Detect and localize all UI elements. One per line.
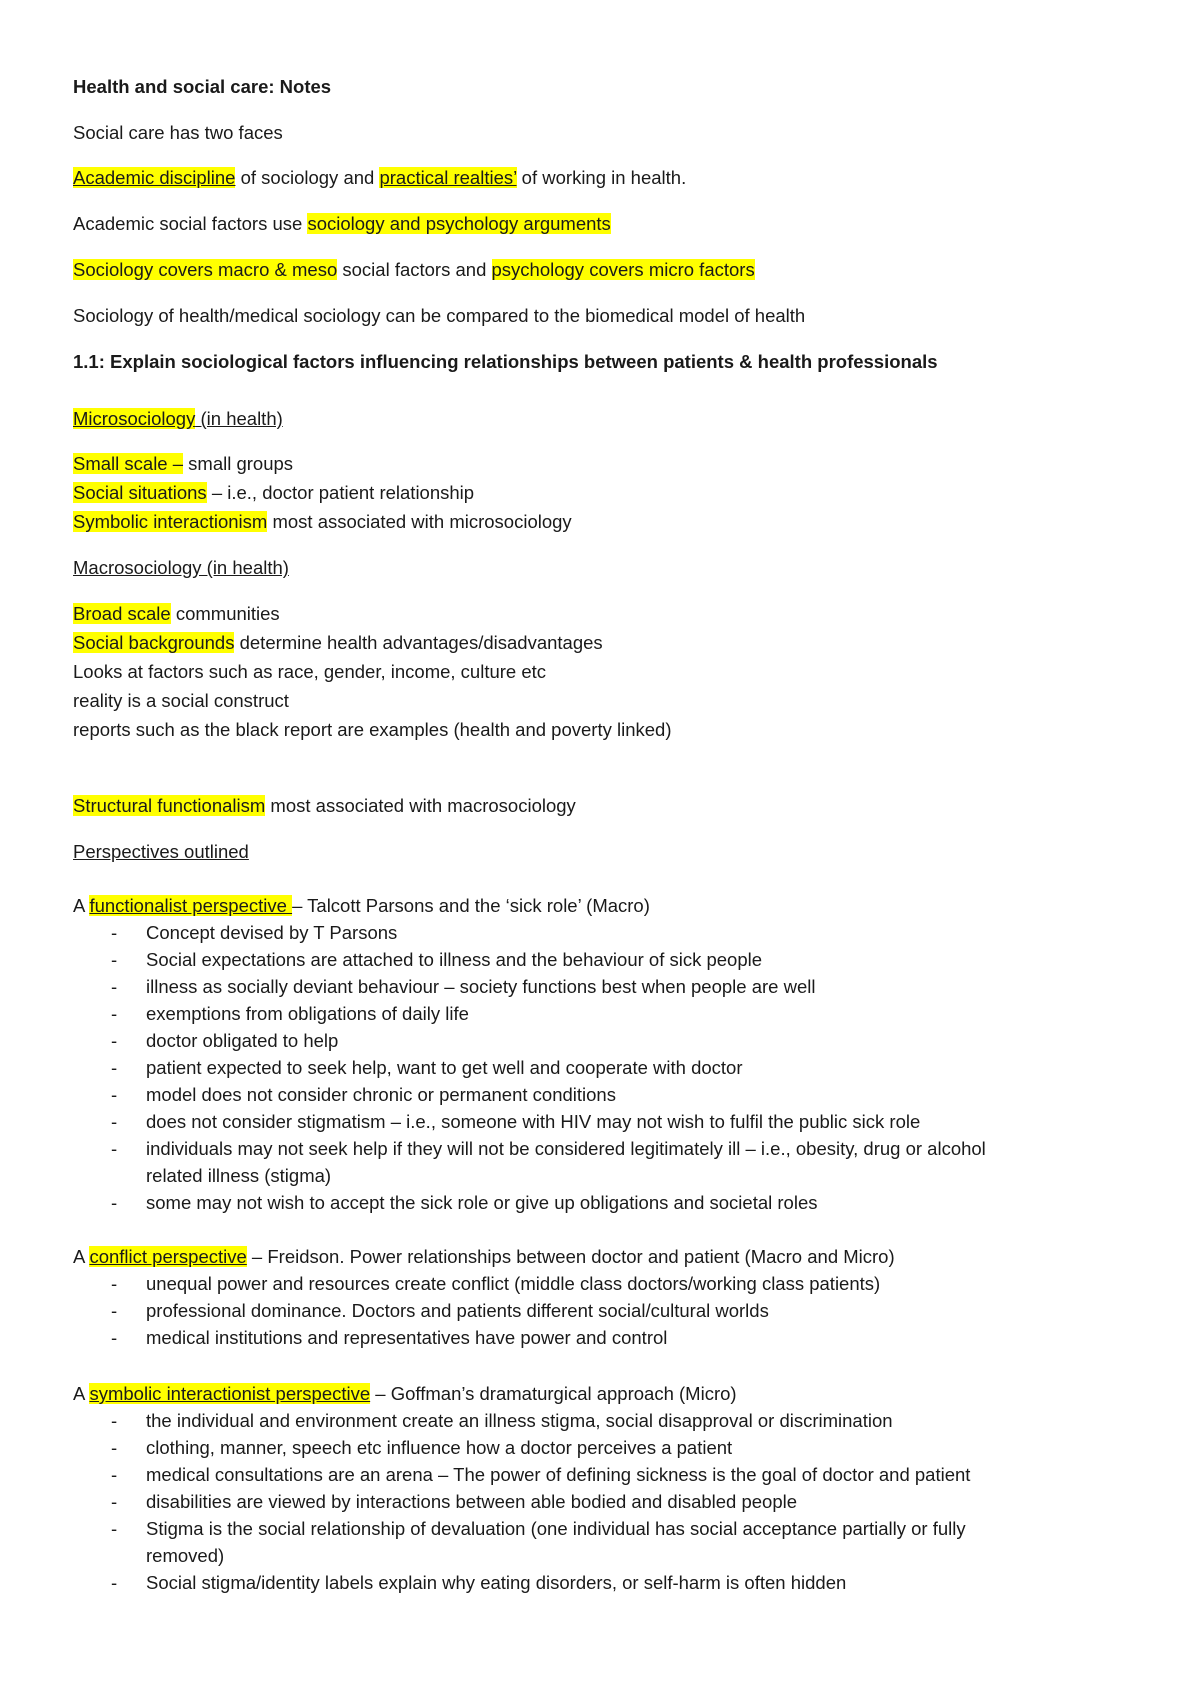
section-heading: 1.1: Explain sociological factors influencing relationships between patients & health professionals [73, 351, 938, 372]
text: small groups [183, 453, 294, 474]
macro-plain-line: reports such as the black report are examples (health and poverty linked) [73, 719, 672, 740]
macro-item [73, 602, 280, 626]
text: of sociology and [235, 167, 380, 188]
text: A [73, 895, 90, 916]
text: A [73, 1383, 90, 1404]
text: – Freidson. Power relationships between doctor and patient (Macro and Micro) [246, 1246, 895, 1267]
highlight-psychology-micro: psychology covers micro factors [491, 259, 755, 280]
conflict-item: unequal power and resources create conflict (middle class doctors/working class patients) [146, 1273, 881, 1294]
conflict-item: medical institutions and representatives have power and control [146, 1327, 668, 1348]
highlight-academic-discipline: Academic discipline [73, 167, 236, 188]
micro-item [73, 481, 474, 505]
highlight: Symbolic interactionism [73, 511, 268, 532]
functionalist-item: individuals may not seek help if they will not be considered legitimately ill – i.e., obesity, drug or alcohol [146, 1138, 986, 1159]
bullet-dash: - [111, 1518, 118, 1539]
highlight-microsociology: Microsociology [73, 408, 196, 429]
micro-heading [73, 407, 283, 431]
text: – Goffman’s dramaturgical approach (Micro) [370, 1383, 737, 1404]
functionalist-item: does not consider stigmatism – i.e., someone with HIV may not wish to fulfil the public sick role [146, 1111, 921, 1132]
bullet-dash: - [111, 1572, 118, 1593]
functionalist-item: patient expected to seek help, want to get well and cooperate with doctor [146, 1057, 743, 1078]
text: communities [170, 603, 280, 624]
macro-item [73, 631, 603, 655]
bullet-dash: - [111, 1003, 118, 1024]
text: determine health advantages/disadvantages [234, 632, 603, 653]
text: most associated with macrosociology [265, 795, 576, 816]
bullet-dash: - [111, 1030, 118, 1051]
text: – Talcott Parsons and the ‘sick role’ (Macro) [292, 895, 650, 916]
symbolic-item: disabilities are viewed by interactions between able bodied and disabled people [146, 1491, 798, 1512]
conflict-heading [73, 1245, 895, 1269]
bullet-dash: - [111, 1057, 118, 1078]
highlight-structural-functionalism: Structural functionalism [73, 795, 266, 816]
bullet-dash: - [111, 1300, 118, 1321]
highlight-sociology-macro: Sociology covers macro & meso [73, 259, 338, 280]
bullet-dash: - [111, 1192, 118, 1213]
highlight-conflict-perspective: conflict perspective [89, 1246, 247, 1267]
functionalist-item: some may not wish to accept the sick role or give up obligations and societal roles [146, 1192, 818, 1213]
highlight: Small scale – [73, 453, 184, 474]
functionalist-item-continued: related illness (stigma) [146, 1165, 332, 1186]
bullet-dash: - [111, 1111, 118, 1132]
micro-item [73, 510, 572, 534]
bullet-dash: - [111, 922, 118, 943]
functionalist-item: illness as socially deviant behaviour – society functions best when people are well [146, 976, 816, 997]
symbolic-item: clothing, manner, speech etc influence how a doctor perceives a patient [146, 1437, 733, 1458]
functionalist-heading [73, 894, 650, 918]
highlight: Social situations [73, 482, 207, 503]
bullet-dash: - [111, 1273, 118, 1294]
text: of working in health. [516, 167, 687, 188]
text: social factors and [337, 259, 492, 280]
bullet-dash: - [111, 1410, 118, 1431]
intro-line-3 [73, 212, 611, 236]
micro-item [73, 452, 293, 476]
bullet-dash: - [111, 1084, 118, 1105]
highlight-practical-realties: practical realties’ [379, 167, 517, 188]
symbolic-item: Stigma is the social relationship of devaluation (one individual has social acceptance partially or fully [146, 1518, 966, 1539]
functionalist-item: Social expectations are attached to illness and the behaviour of sick people [146, 949, 763, 970]
intro-line-1: Social care has two faces [73, 122, 283, 143]
bullet-dash: - [111, 1491, 118, 1512]
functionalist-item: exemptions from obligations of daily life [146, 1003, 469, 1024]
functionalist-item: model does not consider chronic or permanent conditions [146, 1084, 616, 1105]
macro-heading: Macrosociology (in health) [73, 557, 289, 578]
text: (in health) [195, 408, 283, 429]
bullet-dash: - [111, 1327, 118, 1348]
text: Academic social factors use [73, 213, 308, 234]
intro-line-5: Sociology of health/medical sociology can be compared to the biomedical model of health [73, 305, 806, 326]
intro-line-2 [73, 166, 686, 190]
functionalist-item: Concept devised by T Parsons [146, 922, 398, 943]
highlight-arguments: sociology and psychology arguments [307, 213, 611, 234]
perspectives-heading: Perspectives outlined [73, 841, 249, 862]
symbolic-item: the individual and environment create an illness stigma, social disapproval or discrimination [146, 1410, 893, 1431]
symbolic-heading [73, 1382, 737, 1406]
intro-line-4 [73, 258, 755, 282]
highlight-functionalist-perspective: functionalist perspective [89, 895, 293, 916]
macro-plain-line: Looks at factors such as race, gender, income, culture etc [73, 661, 547, 682]
highlight: Broad scale [73, 603, 171, 624]
bullet-dash: - [111, 1464, 118, 1485]
highlight: Social backgrounds [73, 632, 235, 653]
bullet-dash: - [111, 1437, 118, 1458]
symbolic-item: medical consultations are an arena – The power of defining sickness is the goal of doctor and patient [146, 1464, 971, 1485]
symbolic-item: Social stigma/identity labels explain why eating disorders, or self-harm is often hidden [146, 1572, 847, 1593]
bullet-dash: - [111, 1138, 118, 1159]
conflict-item: professional dominance. Doctors and patients different social/cultural worlds [146, 1300, 769, 1321]
text: – i.e., doctor patient relationship [206, 482, 475, 503]
highlight-symbolic-interactionist-perspective: symbolic interactionist perspective [89, 1383, 371, 1404]
macro-plain-line: reality is a social construct [73, 690, 289, 711]
structural-line [73, 794, 576, 818]
text: A [73, 1246, 90, 1267]
text: most associated with microsociology [267, 511, 572, 532]
symbolic-item-continued: removed) [146, 1545, 225, 1566]
document-title: Health and social care: Notes [73, 76, 332, 97]
bullet-dash: - [111, 976, 118, 997]
bullet-dash: - [111, 949, 118, 970]
functionalist-item: doctor obligated to help [146, 1030, 339, 1051]
